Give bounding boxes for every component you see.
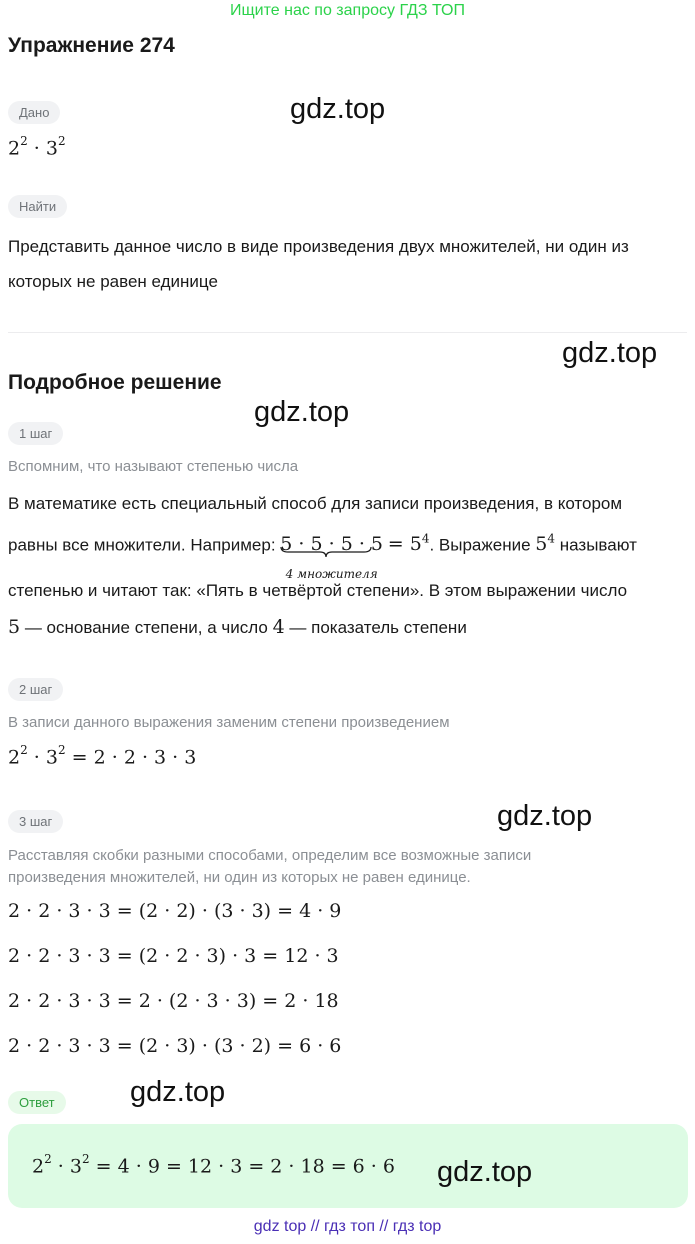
exercise-title: Упражнение 274 — [8, 34, 175, 57]
step-3-equation: 2 · 2 · 3 · 3 = (2 · 3) · (3 · 2) = 6 · 6 — [8, 1035, 342, 1057]
step-3-equation: 2 · 2 · 3 · 3 = (2 · 2) · (3 · 3) = 4 · 9 — [8, 900, 342, 922]
step-2-expression: $2^2 \cdot 3^2 = 2 \cdot 2 \cdot 3 \cdot 3$ — [8, 743, 197, 769]
find-badge: Найти — [8, 195, 67, 218]
watermark: gdz.top — [290, 93, 386, 125]
step-3-hint-line2: произведения множителей, ни один из которых не равен единице. — [8, 869, 471, 886]
solution-title: Подробное решение — [8, 371, 222, 394]
given-expression: $2^2 \cdot 3^2$ — [8, 134, 66, 160]
given-badge: Дано — [8, 101, 60, 124]
find-text-line2: которых не равен единице — [8, 272, 218, 291]
step-1-badge: 1 шаг — [8, 422, 63, 445]
watermark: gdz.top — [562, 337, 658, 369]
search-hint-link[interactable]: Ищите нас по запросу ГДЗ ТОП — [230, 2, 465, 19]
step-3-badge: 3 шаг — [8, 810, 63, 833]
watermark: gdz.top — [437, 1156, 533, 1188]
step-3-equation: 2 · 2 · 3 · 3 = (2 · 2 · 3) · 3 = 12 · 3 — [8, 945, 339, 967]
underbrace-expression: 5 · 5 · 5 · 5 4 множителя — [280, 525, 383, 564]
step-1-line4: 5 — основание степени, а число 4 — показатель степени — [8, 616, 467, 638]
step-3-equation: 2 · 2 · 3 · 3 = 2 · (2 · 3 · 3) = 2 · 18 — [8, 990, 339, 1012]
underbrace-label: 4 множителя — [285, 567, 378, 582]
step-1-line1: В математике есть специальный способ для записи произведения, в котором — [8, 494, 623, 513]
step-1-line2: равны все множители. Например: 5 · 5 · 5 · 5 4 множителя = $5^4$. Выражение $5^4$ называют — [8, 520, 688, 564]
answer-badge: Ответ — [8, 1091, 66, 1114]
step-1-line3: степенью и читают так: «Пять в четвёртой степени». В этом выражении число — [8, 581, 628, 600]
find-text-line1: Представить данное число в виде произведения двух множителей, ни один из — [8, 237, 629, 256]
watermark: gdz.top — [254, 396, 350, 428]
footer-links[interactable]: gdz top // гдз топ // гдз top — [253, 1218, 442, 1235]
step-3-hint-line1: Расставляя скобки разными способами, определим все возможные записи — [8, 847, 532, 864]
watermark: gdz.top — [130, 1076, 226, 1108]
section-divider — [8, 332, 687, 333]
step-2-hint: В записи данного выражения заменим степени произведением — [8, 714, 450, 731]
watermark: gdz.top — [497, 800, 593, 832]
step-1-hint: Вспомним, что называют степенью числа — [8, 458, 299, 475]
step-2-badge: 2 шаг — [8, 678, 63, 701]
answer-expression: $2^2 \cdot 3^2 = 4 \cdot 9 = 12 \cdot 3 = 2 \cdot 18 = 6 \cdot 6$ — [32, 1152, 395, 1178]
